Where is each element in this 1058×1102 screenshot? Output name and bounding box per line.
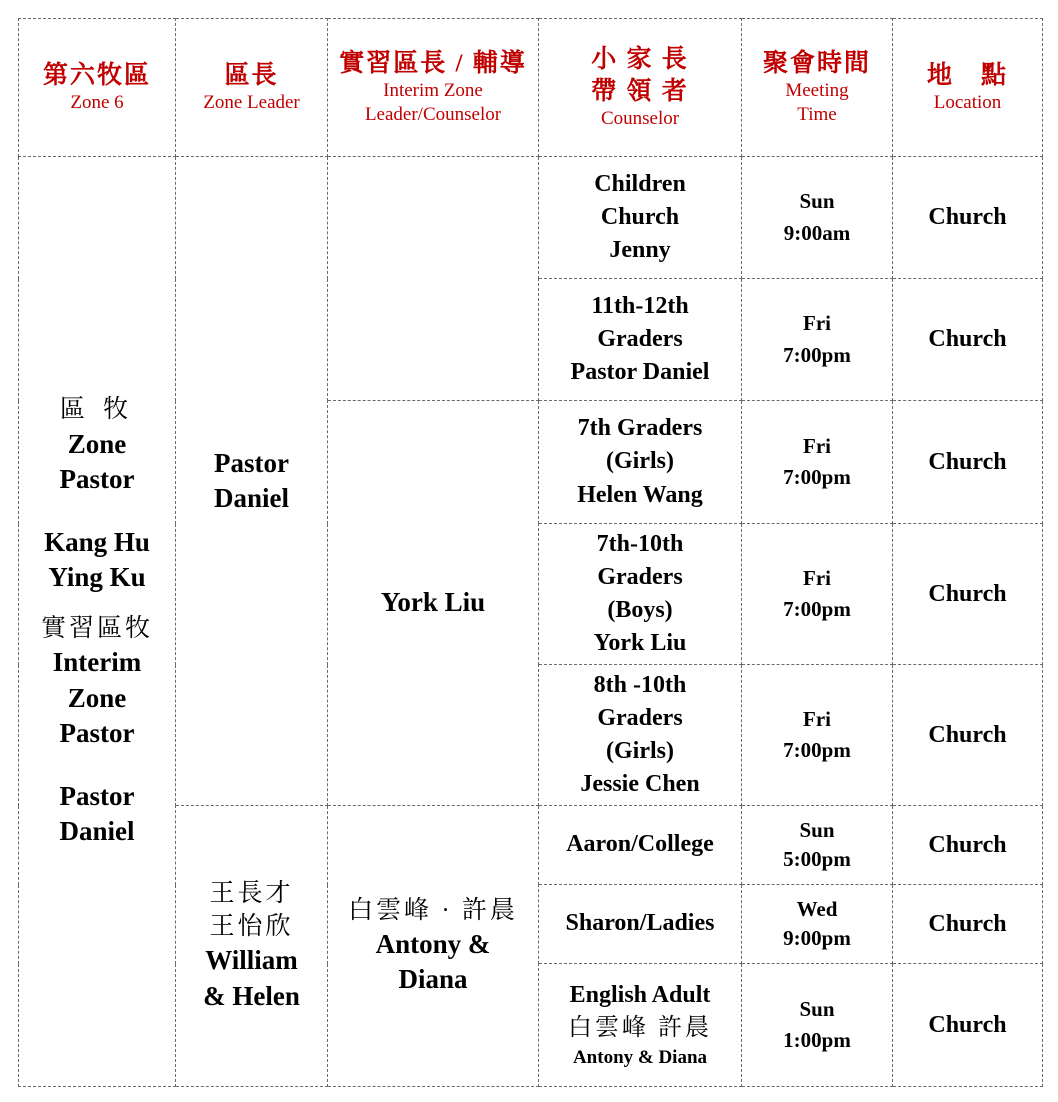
meeting-time-cell: Fri 7:00pm bbox=[742, 279, 893, 401]
interim-leader-cell-empty bbox=[328, 157, 539, 401]
counselor-cell: 7th-10th Graders (Boys) York Liu bbox=[539, 524, 742, 665]
table-row bbox=[19, 157, 1043, 279]
meeting-time-cell: Sun 1:00pm bbox=[742, 964, 893, 1087]
header-row bbox=[19, 19, 1043, 157]
location-cell: Church bbox=[893, 806, 1043, 885]
location-cell: Church bbox=[893, 401, 1043, 524]
zone-leader-cell: Pastor Daniel bbox=[176, 157, 328, 806]
meeting-time-cell: Sun 5:00pm bbox=[742, 806, 893, 885]
header-counselor: 小 家 長 帶 領 者 Counselor bbox=[539, 19, 742, 157]
counselor-cell: Aaron/College bbox=[539, 806, 742, 885]
counselor-cell: Sharon/Ladies bbox=[539, 885, 742, 964]
location-cell: Church bbox=[893, 964, 1043, 1087]
meeting-time-cell: Sun 9:00am bbox=[742, 157, 893, 279]
location-cell: Church bbox=[893, 665, 1043, 806]
location-cell: Church bbox=[893, 279, 1043, 401]
meeting-time-cell: Fri 7:00pm bbox=[742, 524, 893, 665]
meeting-time-cell: Fri 7:00pm bbox=[742, 665, 893, 806]
location-cell: Church bbox=[893, 524, 1043, 665]
header-zone-leader: 區長 Zone Leader bbox=[176, 19, 328, 157]
location-cell: Church bbox=[893, 157, 1043, 279]
header-interim-leader: 實習區長 / 輔導 Interim Zone Leader/Counselor bbox=[328, 19, 539, 157]
meeting-time-cell: Fri 7:00pm bbox=[742, 401, 893, 524]
counselor-cell: Children Church Jenny bbox=[539, 157, 742, 279]
counselor-cell: 11th-12th Graders Pastor Daniel bbox=[539, 279, 742, 401]
counselor-cell: English Adult 白雲峰 許晨 Antony & Diana bbox=[539, 964, 742, 1087]
header-location: 地 點 Location bbox=[893, 19, 1043, 157]
zone-pastor-cell: 區 牧 Zone Pastor Kang Hu Ying Ku 實習區牧 Interim Zone Pastor Pastor Daniel bbox=[19, 157, 176, 1087]
counselor-cell: 8th -10th Graders (Girls) Jessie Chen bbox=[539, 665, 742, 806]
counselor-cell: 7th Graders (Girls) Helen Wang bbox=[539, 401, 742, 524]
interim-leader-cell: 白雲峰 · 許晨 Antony & Diana bbox=[328, 806, 539, 1087]
zone-leader-cell: 王長才 王怡欣 William & Helen bbox=[176, 806, 328, 1087]
meeting-time-cell: Wed 9:00pm bbox=[742, 885, 893, 964]
zone-6-schedule-table bbox=[18, 18, 1043, 1087]
interim-leader-cell: York Liu bbox=[328, 401, 539, 806]
header-zone: 第六牧區 Zone 6 bbox=[19, 19, 176, 157]
location-cell: Church bbox=[893, 885, 1043, 964]
header-meeting-time: 聚會時間 Meeting Time bbox=[742, 19, 893, 157]
